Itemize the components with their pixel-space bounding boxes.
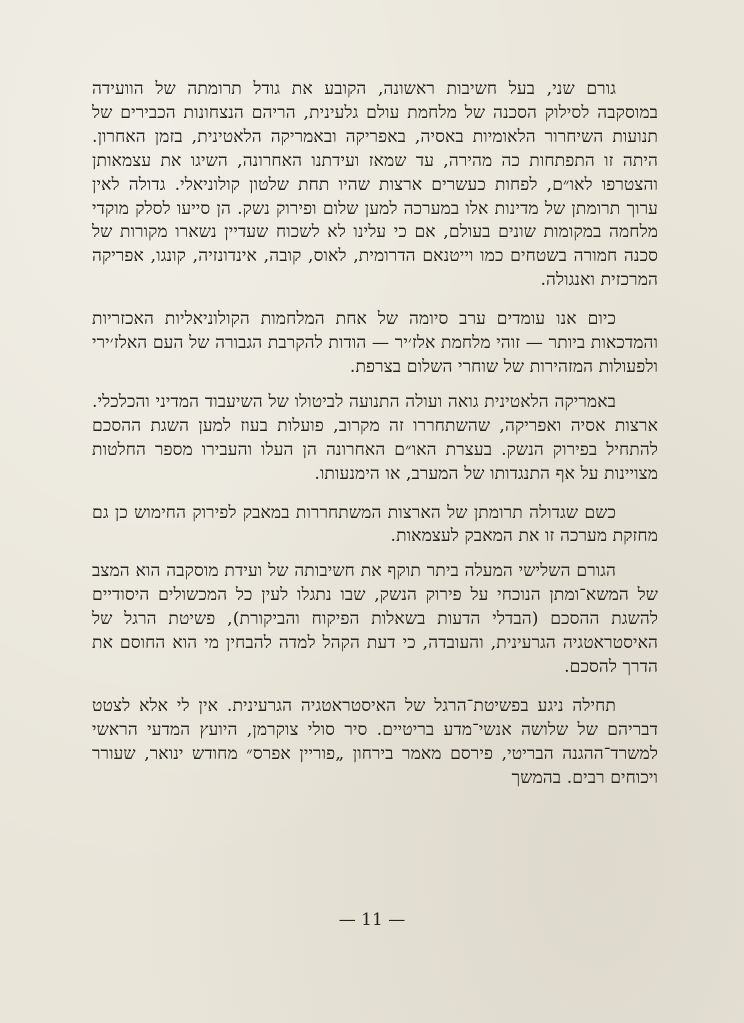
paragraph-5: הגורם השלישי המעלה ביתר תוקף את חשיבותה של ועידת מוסקבה הוא המצב של המשא־ומתן הנוכחי על פירוק הנשק, שבו נתגלו לעין כל המכשולים היסודיים להשגת ההסכם (הבדלי הדעות בשאלות הפיקוח והביקורת), פשיטת הרגל של האיסטראטגיה הגרעינית, והעובדה, כי דעת הקהל למדה להבחין מי הוא החוסם את הדרך להסכם. bbox=[92, 561, 658, 677]
body-text bbox=[92, 78, 658, 790]
page-number: — 11 — bbox=[338, 910, 406, 930]
paragraph-4: כשם שגדולה תרומתן של הארצות המשתחררות במאבק לפירוק החימוש כן גם מחזקת מערכה זו את המאבק לעצמאות. bbox=[92, 502, 658, 547]
paragraph-3: באמריקה הלאטינית גואה ועולה התנועה לביטולו של השיעבוד המדיני והכלכלי. ארצות אסיה ואפריקה, שהשתחררו זה מקרוב, פועלות בעוז למען השגת ההסכם להתחיל בפירוק הנשק. בעצרת האו״ם האחרונה הן העלו והעבירו מספר החלטות מצויינות על אף התנגדותו של המערב, או הימנעותו. bbox=[92, 391, 658, 484]
paragraph-2: כיום אנו עומדים ערב סיומה של אחת המלחמות הקולוניאליות האכזריות והמדכאות ביותר — זוהי מלחמת אלז׳יר — הודות להקרבת הגבורה של העם האלז׳ירי ולפעולות המזהירות של שוחרי השלום בצרפת. bbox=[92, 309, 658, 377]
paragraph-1: גורם שני, בעל חשיבות ראשונה, הקובע את גודל תרומתה של הוועידה במוסקבה לסילוק הסכנה של מלחמת עולם גלעינית, הריהם הנצחונות הכבירים של תנועות השיחרור הלאומיות באסיה, באפריקה ובאמריקה הלאטינית, בזמן האחרון. היתה זו התפתחות כה מהירה, עד שמאז ועידתנו האחרונה, השיגו את עצמאותן והצטרפו לאו״ם, לפחות כעשרים ארצות שהיו תחת שלטון קולוניאלי. גדולה לאין ערוך תרומתן של מדינות אלו במערכה למען שלום ופירוק נשק. הן סייעו לסלק מוקדי מלחמה במקומות שונים בעולם, אם כי עלינו לא לשכוח שעדיין נשארו מקורות של סכנה חמורה בשטחים כמו וייטנאם הדרומית, לאוס, קובה, אינדונזיה, קונגו, אפריקה המרכזית ואנגולה. bbox=[92, 79, 658, 291]
paragraph-6: תחילה ניגע בפשיטת־הרגל של האיסטראטגיה הגרעינית. אין לי אלא לצטט דבריהם של שלושה אנשי־מדע בריטיים. סיר סולי צוקרמן, היועץ המדעי הראשי למשרד־ההגנה הבריטי, פירסם מאמר בירחון „פוריין אפרס״ מחודש ינואר, שעורר ויכוחים רבים. בהמשך bbox=[92, 695, 658, 788]
